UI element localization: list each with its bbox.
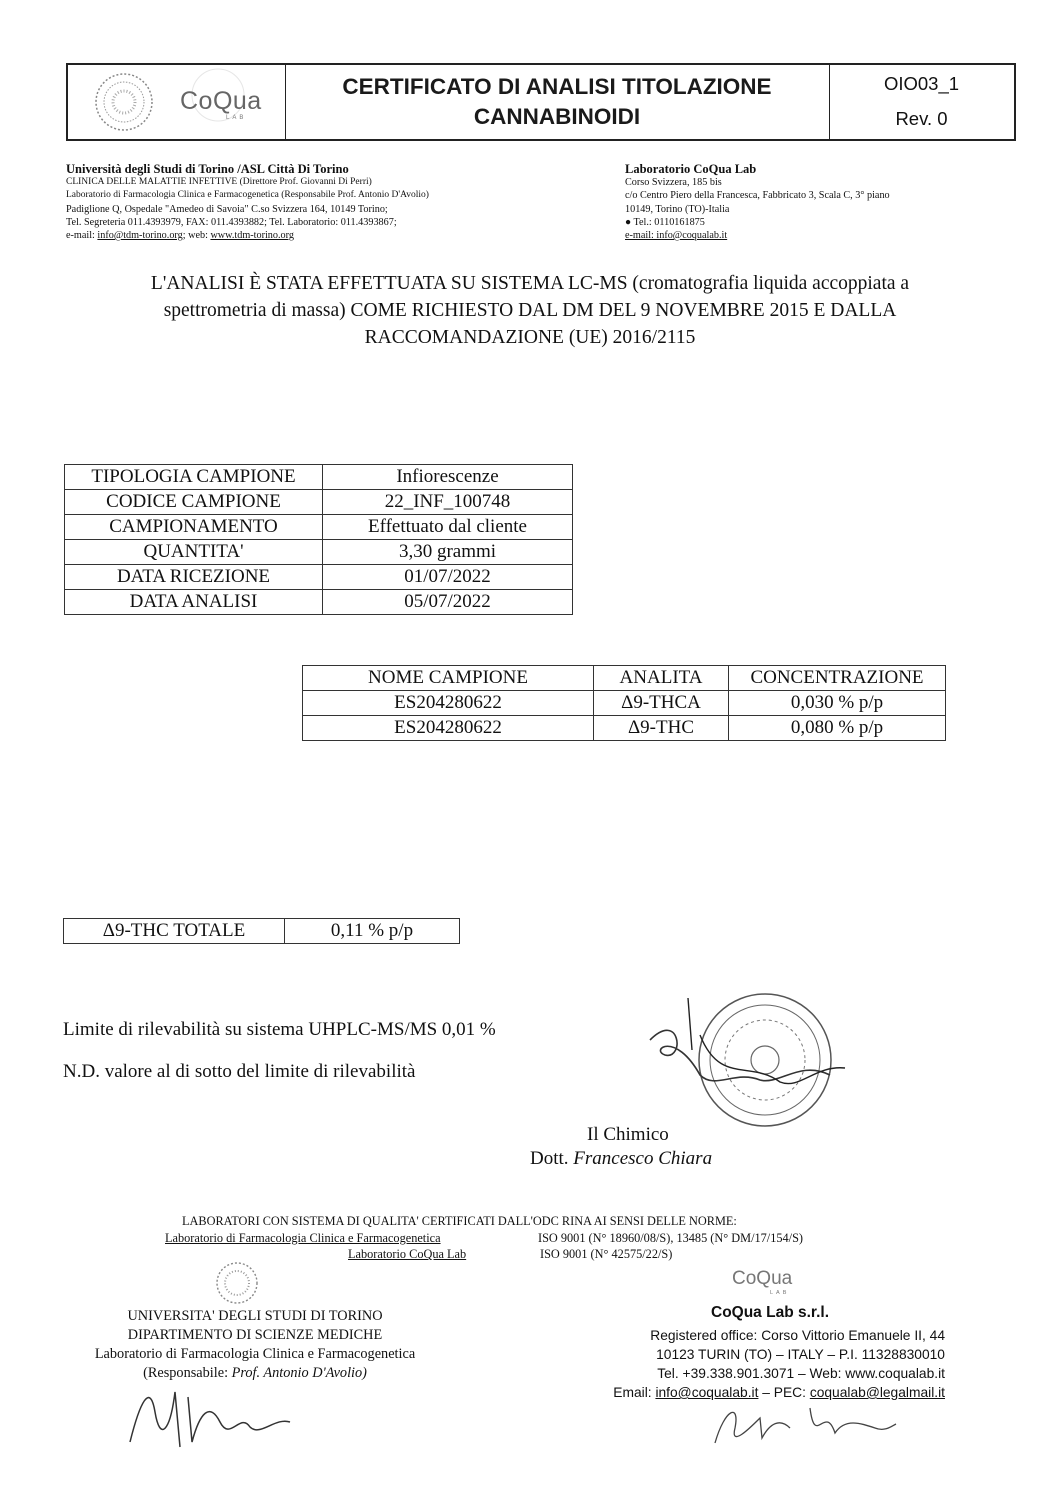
column-header: CONCENTRAZIONE [729,666,946,691]
title-line-1: CERTIFICATO DI ANALISI TITOLAZIONE [342,74,772,99]
analyte-cell: Δ9-THC [594,716,729,741]
analysis-statement [40,270,1020,351]
sample-info-label: DATA ANALISI [65,590,323,615]
total-thc-table [63,918,460,944]
sample-name-cell: ES204280622 [303,716,594,741]
sample-name-cell: ES204280622 [303,691,594,716]
document-code: OIO03_1 [883,73,960,94]
company-phone-web: Tel. +39.338.901.3071 – Web: www.coqualab.it [657,1366,945,1381]
table-row [65,465,573,490]
header-logo-subtext: LAB [226,115,247,121]
sample-info-label: QUANTITA' [65,540,323,565]
chemist-fullname: Francesco Chiara [573,1148,713,1169]
table-row [65,490,573,515]
table-row [65,540,573,565]
sample-info-value: Effettuato dal cliente [323,515,573,540]
university-email-link[interactable]: info@tdm-torino.org [97,230,183,242]
chemist-role: Il Chimico [587,1124,669,1145]
coqua-phone: ● Tel.: 0110161875 [625,216,705,228]
company-email-link[interactable]: info@coqualab.it [655,1385,759,1400]
lab-head-name: Prof. Antonio D'Avolio) [231,1365,367,1381]
sample-info-value: 05/07/2022 [323,590,573,615]
column-header: NOME CAMPIONE [303,666,594,691]
university-web-link[interactable]: www.tdm-torino.org [210,230,294,242]
company-signature-icon [700,1398,900,1458]
university-name: Università degli Studi di Torino /ASL Città Di Torino [66,162,349,176]
concentration-cell: 0,030 % p/p [729,691,946,716]
department-name: DIPARTIMENTO DI SCIENZE MEDICHE [127,1327,383,1343]
cert-lab-2: Laboratorio CoQua Lab [348,1247,467,1261]
sample-info-value: 22_INF_100748 [323,490,573,515]
handwritten-signature-icon [110,1372,310,1457]
email-prefix: e-mail: [66,230,98,242]
nd-note: N.D. valore al di sotto del limite di rilevabilità [63,1061,416,1082]
company-details [540,1326,945,1402]
sample-info-value: Infiorescenze [323,465,573,490]
table-header-row [303,666,946,691]
company-name: CoQua Lab s.r.l. [711,1304,829,1321]
coqua-footer-logo-subtext: LAB [770,1290,790,1296]
total-thc-value: 0,11 % p/p [285,919,460,944]
contact-line [66,229,546,242]
address-line: Padiglione Q, Ospedale "Amedeo di Savoia" C.so Svizzera 164, 10149 Torino; [66,203,388,215]
cert-iso-2: ISO 9001 (N° 42575/22/S) [540,1247,673,1261]
results-table [302,665,946,741]
university-footer-name: UNIVERSITA' DEGLI STUDI DI TORINO [127,1308,383,1324]
official-stamp-icon [640,990,850,1150]
table-row [303,716,946,741]
document-header [66,63,1016,141]
coqua-address-block [625,163,1005,242]
certifications-title: LABORATORI CON SISTEMA DI QUALITA' CERTIFICATI DALL'ODC RINA AI SENSI DELLE NORME: [182,1214,737,1228]
intro-line-3: RACCOMANDAZIONE (UE) 2016/2115 [364,327,696,348]
footer-lab-name: Laboratorio di Farmacologia Clinica e Farmacogenetica [94,1346,416,1362]
coqua-lab-name: Laboratorio CoQua Lab [625,162,757,176]
lab-name: Laboratorio di Farmacologia Clinica e Farmacogenetica (Responsabile Prof. Antonio D'Avolio) [66,190,429,201]
company-pec-link[interactable]: coqualab@legalmail.it [809,1385,945,1400]
university-seal-footer-icon [212,1260,262,1306]
coqua-email-link[interactable]: e-mail: info@coqualab.it [625,230,728,242]
table-row [65,515,573,540]
document-revision: Rev. 0 [895,108,948,129]
chemist-name [530,1148,712,1170]
coqua-address-3: 10149, Torino (TO)-Italia [625,203,730,215]
certificate-title [285,65,830,139]
company-registered-office: Registered office: Corso Vittorio Emanuele II, 44 [650,1328,945,1343]
sample-info-label: CAMPIONAMENTO [65,515,323,540]
company-pec-prefix: – PEC: [758,1385,810,1400]
coqua-address-1: Corso Svizzera, 185 bis [625,177,722,189]
company-email-prefix: Email: [613,1385,656,1400]
sample-info-value: 01/07/2022 [323,565,573,590]
phone-line: Tel. Segreteria 011.4393979, FAX: 011.4393882; Tel. Laboratorio: 011.4393867; [66,216,397,228]
sample-info-label: DATA RICEZIONE [65,565,323,590]
chemist-title: Dott. [530,1148,574,1169]
company-city-vat: 10123 TURIN (TO) – ITALY – P.I. 11328830010 [656,1347,945,1362]
document-code-cell [829,65,1014,139]
cert-iso-1: ISO 9001 (N° 18960/08/S), 13485 (N° DM/17/154/S) [538,1231,804,1245]
column-header: ANALITA [594,666,729,691]
university-address-block [66,163,546,242]
detection-limit-note: Limite di rilevabilità su sistema UHPLC-MS/MS 0,01 % [63,1019,496,1040]
intro-line-1: L'ANALISI È STATA EFFETTUATA SU SISTEMA LC-MS (cromatografia liquida accoppiata a [150,273,910,294]
table-row [65,565,573,590]
header-logo-cell [68,65,286,139]
cert-lab-1: Laboratorio di Farmacologia Clinica e Farmacogenetica [165,1231,441,1245]
coqua-footer-logo-text: CoQua [732,1268,793,1289]
concentration-cell: 0,080 % p/p [729,716,946,741]
lab-head-prefix: (Responsabile: [143,1365,232,1381]
title-line-2: CANNABINOIDI [473,104,641,129]
total-thc-label: Δ9-THC TOTALE [64,919,285,944]
analyte-cell: Δ9-THCA [594,691,729,716]
table-row [64,919,460,944]
table-row [65,590,573,615]
sample-info-label: CODICE CAMPIONE [65,490,323,515]
web-prefix: ; web: [182,230,211,242]
sample-info-label: TIPOLOGIA CAMPIONE [65,465,323,490]
table-row [303,691,946,716]
clinic-name: CLINICA DELLE MALATTIE INFETTIVE (Direttore Prof. Giovanni Di Perri) [66,177,372,188]
sample-info-table [64,464,573,615]
intro-line-2: spettrometria di massa) COME RICHIESTO DAL DM DEL 9 NOVEMBRE 2015 E DALLA [163,300,897,321]
coqua-address-2: c/o Centro Piero della Francesca, Fabbricato 3, Scala C, 3° piano [625,190,890,202]
header-logo-text: CoQua [180,87,262,115]
sample-info-value: 3,30 grammi [323,540,573,565]
